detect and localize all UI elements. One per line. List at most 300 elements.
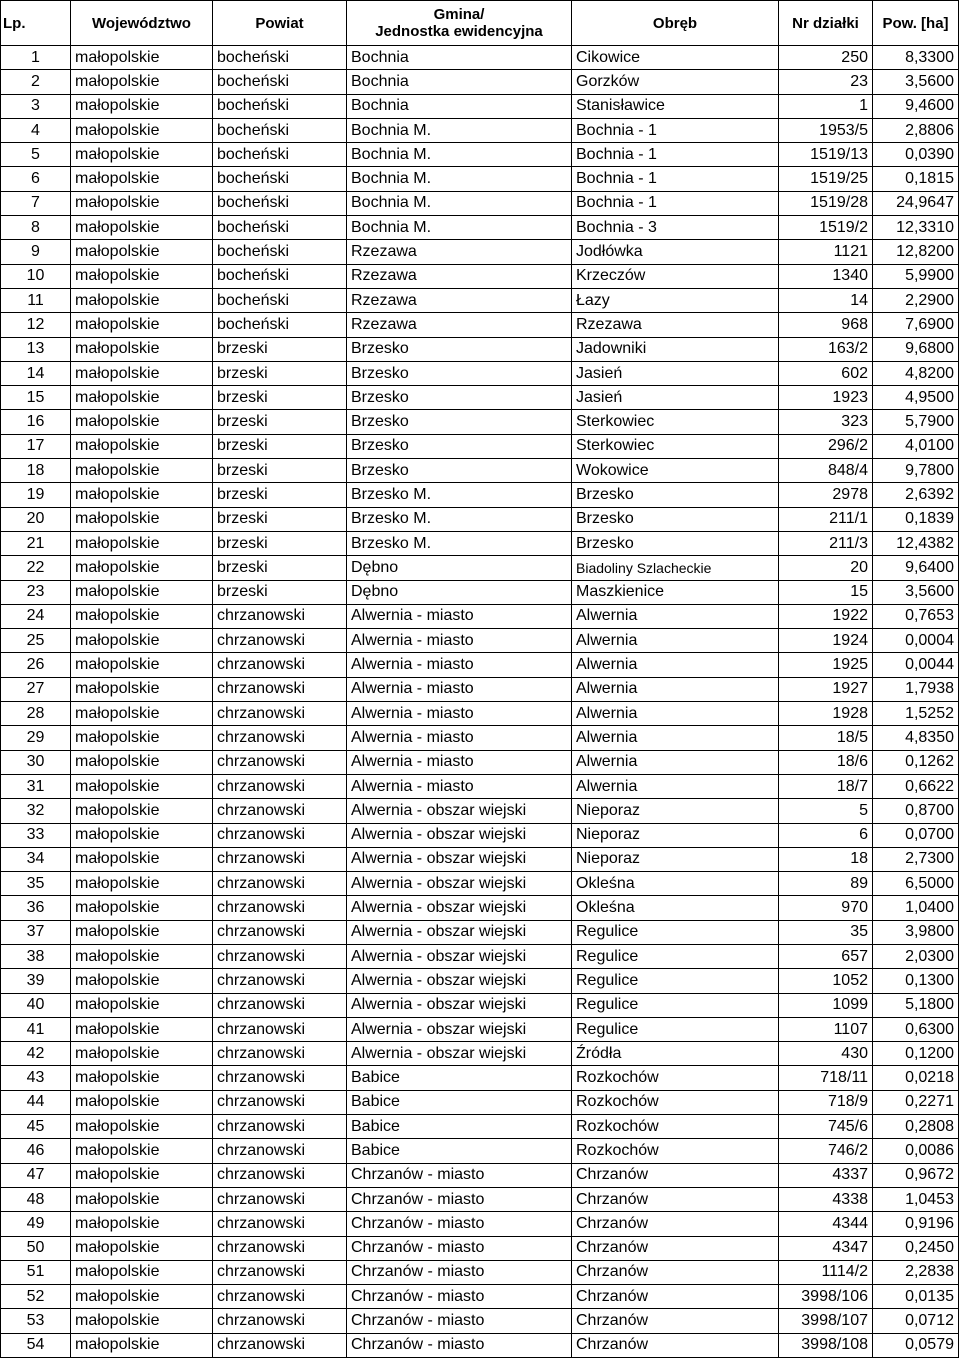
cell-nr-dzialki: 718/9 xyxy=(779,1090,873,1114)
cell-wojewodztwo: małopolskie xyxy=(71,920,213,944)
cell-powiat: brzeski xyxy=(213,337,347,361)
cell-gmina: Brzesko xyxy=(347,459,572,483)
cell-powiat: bocheński xyxy=(213,288,347,312)
cell-lp: 48 xyxy=(1,1187,71,1211)
cell-gmina: Brzesko xyxy=(347,410,572,434)
table-body xyxy=(1,46,959,1358)
cell-lp: 6 xyxy=(1,167,71,191)
table-row xyxy=(1,726,959,750)
cell-gmina: Chrzanów - miasto xyxy=(347,1212,572,1236)
cell-wojewodztwo: małopolskie xyxy=(71,944,213,968)
table-row xyxy=(1,1212,959,1236)
cell-gmina: Rzezawa xyxy=(347,288,572,312)
cell-lp: 41 xyxy=(1,1017,71,1041)
header-gmina-line1: Gmina/ xyxy=(433,6,485,23)
cell-lp: 14 xyxy=(1,361,71,385)
cell-pow: 3,5600 xyxy=(873,580,959,604)
cell-wojewodztwo: małopolskie xyxy=(71,847,213,871)
cell-nr-dzialki: 4337 xyxy=(779,1163,873,1187)
cell-gmina: Chrzanów - miasto xyxy=(347,1309,572,1333)
cell-nr-dzialki: 1922 xyxy=(779,604,873,628)
cell-lp: 24 xyxy=(1,604,71,628)
cell-lp: 30 xyxy=(1,750,71,774)
cell-nr-dzialki: 89 xyxy=(779,872,873,896)
cell-gmina: Bochnia M. xyxy=(347,118,572,142)
cell-nr-dzialki: 970 xyxy=(779,896,873,920)
cell-nr-dzialki: 5 xyxy=(779,799,873,823)
cell-wojewodztwo: małopolskie xyxy=(71,1066,213,1090)
cell-gmina: Chrzanów - miasto xyxy=(347,1236,572,1260)
cell-obreb: Alwernia xyxy=(572,677,779,701)
cell-obreb: Jodłówka xyxy=(572,240,779,264)
cell-nr-dzialki: 1121 xyxy=(779,240,873,264)
cell-pow: 0,1262 xyxy=(873,750,959,774)
cell-obreb: Nieporaz xyxy=(572,799,779,823)
table-row xyxy=(1,434,959,458)
cell-gmina: Alwernia - miasto xyxy=(347,604,572,628)
cell-lp: 47 xyxy=(1,1163,71,1187)
table-row xyxy=(1,750,959,774)
header-wojewodztwo: Województwo xyxy=(71,1,213,46)
table-row xyxy=(1,264,959,288)
cell-nr-dzialki: 1340 xyxy=(779,264,873,288)
cell-gmina: Alwernia - miasto xyxy=(347,774,572,798)
cell-wojewodztwo: małopolskie xyxy=(71,167,213,191)
cell-powiat: chrzanowski xyxy=(213,1212,347,1236)
cell-nr-dzialki: 657 xyxy=(779,944,873,968)
cell-nr-dzialki: 23 xyxy=(779,70,873,94)
cell-pow: 24,9647 xyxy=(873,191,959,215)
cell-nr-dzialki: 163/2 xyxy=(779,337,873,361)
cell-wojewodztwo: małopolskie xyxy=(71,1333,213,1357)
cell-lp: 7 xyxy=(1,191,71,215)
cell-lp: 12 xyxy=(1,313,71,337)
table-row xyxy=(1,774,959,798)
cell-gmina: Brzesko xyxy=(347,361,572,385)
cell-pow: 0,0086 xyxy=(873,1139,959,1163)
cell-pow: 0,8700 xyxy=(873,799,959,823)
table-row xyxy=(1,969,959,993)
cell-pow: 0,0044 xyxy=(873,653,959,677)
cell-pow: 0,0700 xyxy=(873,823,959,847)
cell-obreb: Chrzanów xyxy=(572,1236,779,1260)
cell-obreb: Nieporaz xyxy=(572,847,779,871)
cell-wojewodztwo: małopolskie xyxy=(71,46,213,70)
cell-gmina: Babice xyxy=(347,1115,572,1139)
cell-gmina: Bochnia xyxy=(347,46,572,70)
cell-nr-dzialki: 1519/25 xyxy=(779,167,873,191)
cell-lp: 42 xyxy=(1,1042,71,1066)
cell-nr-dzialki: 968 xyxy=(779,313,873,337)
cell-gmina: Bochnia M. xyxy=(347,216,572,240)
cell-gmina: Bochnia xyxy=(347,70,572,94)
cell-wojewodztwo: małopolskie xyxy=(71,1115,213,1139)
cell-wojewodztwo: małopolskie xyxy=(71,969,213,993)
cell-pow: 9,4600 xyxy=(873,94,959,118)
table-row xyxy=(1,531,959,555)
table-row xyxy=(1,1139,959,1163)
cell-lp: 13 xyxy=(1,337,71,361)
cell-powiat: chrzanowski xyxy=(213,653,347,677)
cell-nr-dzialki: 1 xyxy=(779,94,873,118)
cell-pow: 5,9900 xyxy=(873,264,959,288)
cell-gmina: Alwernia - miasto xyxy=(347,677,572,701)
cell-powiat: brzeski xyxy=(213,483,347,507)
table-row xyxy=(1,483,959,507)
cell-wojewodztwo: małopolskie xyxy=(71,726,213,750)
cell-wojewodztwo: małopolskie xyxy=(71,750,213,774)
cell-lp: 44 xyxy=(1,1090,71,1114)
cell-gmina: Bochnia xyxy=(347,94,572,118)
table-row xyxy=(1,46,959,70)
cell-gmina: Alwernia - miasto xyxy=(347,750,572,774)
cell-obreb: Bochnia - 3 xyxy=(572,216,779,240)
cell-obreb: Gorzków xyxy=(572,70,779,94)
cell-powiat: chrzanowski xyxy=(213,1042,347,1066)
cell-obreb: Jadowniki xyxy=(572,337,779,361)
cell-wojewodztwo: małopolskie xyxy=(71,459,213,483)
cell-obreb: Łazy xyxy=(572,288,779,312)
table-row xyxy=(1,1187,959,1211)
cell-pow: 0,2808 xyxy=(873,1115,959,1139)
table-row xyxy=(1,653,959,677)
cell-obreb: Chrzanów xyxy=(572,1285,779,1309)
cell-gmina: Alwernia - miasto xyxy=(347,726,572,750)
cell-lp: 52 xyxy=(1,1285,71,1309)
cell-gmina: Alwernia - miasto xyxy=(347,653,572,677)
cell-obreb: Chrzanów xyxy=(572,1309,779,1333)
cell-obreb: Rzezawa xyxy=(572,313,779,337)
cell-lp: 50 xyxy=(1,1236,71,1260)
cell-powiat: brzeski xyxy=(213,580,347,604)
cell-wojewodztwo: małopolskie xyxy=(71,70,213,94)
table-row xyxy=(1,847,959,871)
cell-obreb: Bochnia - 1 xyxy=(572,167,779,191)
table-row xyxy=(1,944,959,968)
cell-nr-dzialki: 20 xyxy=(779,556,873,580)
cell-powiat: chrzanowski xyxy=(213,1260,347,1284)
cell-obreb: Jasień xyxy=(572,386,779,410)
cell-powiat: chrzanowski xyxy=(213,774,347,798)
cell-obreb: Okleśna xyxy=(572,872,779,896)
cell-obreb: Alwernia xyxy=(572,604,779,628)
cell-wojewodztwo: małopolskie xyxy=(71,580,213,604)
cell-lp: 35 xyxy=(1,872,71,896)
cell-nr-dzialki: 3998/108 xyxy=(779,1333,873,1357)
cell-pow: 6,5000 xyxy=(873,872,959,896)
table-row xyxy=(1,386,959,410)
cell-obreb: Okleśna xyxy=(572,896,779,920)
cell-wojewodztwo: małopolskie xyxy=(71,702,213,726)
cell-gmina: Dębno xyxy=(347,580,572,604)
cell-lp: 19 xyxy=(1,483,71,507)
cell-wojewodztwo: małopolskie xyxy=(71,1236,213,1260)
table-row xyxy=(1,896,959,920)
cell-pow: 0,2271 xyxy=(873,1090,959,1114)
cell-pow: 2,8806 xyxy=(873,118,959,142)
cell-nr-dzialki: 18 xyxy=(779,847,873,871)
cell-powiat: bocheński xyxy=(213,46,347,70)
cell-lp: 20 xyxy=(1,507,71,531)
cell-obreb: Regulice xyxy=(572,920,779,944)
cell-gmina: Babice xyxy=(347,1066,572,1090)
cell-pow: 0,1200 xyxy=(873,1042,959,1066)
cell-obreb: Biadoliny Szlacheckie xyxy=(572,556,779,580)
cell-pow: 0,0004 xyxy=(873,629,959,653)
table-row xyxy=(1,920,959,944)
cell-powiat: chrzanowski xyxy=(213,872,347,896)
cell-nr-dzialki: 211/1 xyxy=(779,507,873,531)
cell-nr-dzialki: 18/7 xyxy=(779,774,873,798)
cell-nr-dzialki: 745/6 xyxy=(779,1115,873,1139)
cell-powiat: bocheński xyxy=(213,94,347,118)
cell-lp: 5 xyxy=(1,143,71,167)
cell-powiat: brzeski xyxy=(213,459,347,483)
cell-pow: 4,0100 xyxy=(873,434,959,458)
cell-lp: 51 xyxy=(1,1260,71,1284)
cell-obreb: Sterkowiec xyxy=(572,410,779,434)
cell-lp: 39 xyxy=(1,969,71,993)
cell-wojewodztwo: małopolskie xyxy=(71,604,213,628)
cell-obreb: Regulice xyxy=(572,944,779,968)
table-row xyxy=(1,1333,959,1357)
cell-gmina: Rzezawa xyxy=(347,240,572,264)
cell-nr-dzialki: 746/2 xyxy=(779,1139,873,1163)
table-row xyxy=(1,459,959,483)
table-row xyxy=(1,313,959,337)
cell-lp: 15 xyxy=(1,386,71,410)
cell-gmina: Rzezawa xyxy=(347,313,572,337)
cell-pow: 12,8200 xyxy=(873,240,959,264)
cell-pow: 0,6622 xyxy=(873,774,959,798)
cell-powiat: chrzanowski xyxy=(213,823,347,847)
cell-gmina: Babice xyxy=(347,1090,572,1114)
cell-obreb: Wokowice xyxy=(572,459,779,483)
cell-pow: 2,6392 xyxy=(873,483,959,507)
cell-powiat: brzeski xyxy=(213,507,347,531)
table-row xyxy=(1,993,959,1017)
cell-gmina: Chrzanów - miasto xyxy=(347,1187,572,1211)
cell-wojewodztwo: małopolskie xyxy=(71,872,213,896)
cell-wojewodztwo: małopolskie xyxy=(71,216,213,240)
cell-nr-dzialki: 1519/2 xyxy=(779,216,873,240)
cell-powiat: bocheński xyxy=(213,216,347,240)
cell-wojewodztwo: małopolskie xyxy=(71,774,213,798)
header-pow: Pow. [ha] xyxy=(873,1,959,46)
cell-obreb: Alwernia xyxy=(572,750,779,774)
cell-wojewodztwo: małopolskie xyxy=(71,434,213,458)
cell-nr-dzialki: 18/6 xyxy=(779,750,873,774)
table-row xyxy=(1,823,959,847)
cell-lp: 21 xyxy=(1,531,71,555)
cell-pow: 4,8350 xyxy=(873,726,959,750)
cell-powiat: bocheński xyxy=(213,70,347,94)
cell-pow: 1,0400 xyxy=(873,896,959,920)
table-row xyxy=(1,1090,959,1114)
cell-pow: 0,0390 xyxy=(873,143,959,167)
cell-gmina: Alwernia - obszar wiejski xyxy=(347,896,572,920)
cell-nr-dzialki: 323 xyxy=(779,410,873,434)
cell-nr-dzialki: 1928 xyxy=(779,702,873,726)
cell-obreb: Brzesko xyxy=(572,507,779,531)
cell-gmina: Alwernia - miasto xyxy=(347,702,572,726)
cell-obreb: Krzeczów xyxy=(572,264,779,288)
cell-pow: 9,7800 xyxy=(873,459,959,483)
cell-pow: 0,2450 xyxy=(873,1236,959,1260)
cell-pow: 0,0579 xyxy=(873,1333,959,1357)
cell-gmina: Chrzanów - miasto xyxy=(347,1285,572,1309)
cell-wojewodztwo: małopolskie xyxy=(71,1260,213,1284)
cell-pow: 2,2900 xyxy=(873,288,959,312)
cell-powiat: bocheński xyxy=(213,240,347,264)
header-lp: Lp. xyxy=(1,1,71,46)
cell-powiat: chrzanowski xyxy=(213,702,347,726)
cell-wojewodztwo: małopolskie xyxy=(71,1212,213,1236)
cell-gmina: Alwernia - obszar wiejski xyxy=(347,799,572,823)
cell-lp: 4 xyxy=(1,118,71,142)
table-row xyxy=(1,604,959,628)
cell-nr-dzialki: 718/11 xyxy=(779,1066,873,1090)
cell-wojewodztwo: małopolskie xyxy=(71,1285,213,1309)
cell-wojewodztwo: małopolskie xyxy=(71,1163,213,1187)
cell-powiat: chrzanowski xyxy=(213,896,347,920)
table-row xyxy=(1,629,959,653)
cell-nr-dzialki: 18/5 xyxy=(779,726,873,750)
cell-obreb: Alwernia xyxy=(572,726,779,750)
cell-nr-dzialki: 1052 xyxy=(779,969,873,993)
cell-powiat: brzeski xyxy=(213,556,347,580)
cell-pow: 0,9672 xyxy=(873,1163,959,1187)
cell-wojewodztwo: małopolskie xyxy=(71,653,213,677)
cell-gmina: Babice xyxy=(347,1139,572,1163)
cell-lp: 23 xyxy=(1,580,71,604)
cell-obreb: Chrzanów xyxy=(572,1212,779,1236)
cell-pow: 1,5252 xyxy=(873,702,959,726)
cell-powiat: bocheński xyxy=(213,313,347,337)
cell-lp: 25 xyxy=(1,629,71,653)
cell-pow: 8,3300 xyxy=(873,46,959,70)
cell-nr-dzialki: 1927 xyxy=(779,677,873,701)
table-row xyxy=(1,288,959,312)
cell-powiat: chrzanowski xyxy=(213,847,347,871)
cell-gmina: Alwernia - obszar wiejski xyxy=(347,847,572,871)
cell-powiat: bocheński xyxy=(213,167,347,191)
cell-obreb: Rozkochów xyxy=(572,1090,779,1114)
cell-wojewodztwo: małopolskie xyxy=(71,386,213,410)
cell-pow: 5,7900 xyxy=(873,410,959,434)
cell-powiat: chrzanowski xyxy=(213,1066,347,1090)
table-row xyxy=(1,361,959,385)
cell-pow: 4,9500 xyxy=(873,386,959,410)
cell-gmina: Alwernia - obszar wiejski xyxy=(347,1017,572,1041)
table-row xyxy=(1,1236,959,1260)
cell-pow: 0,6300 xyxy=(873,1017,959,1041)
cell-wojewodztwo: małopolskie xyxy=(71,118,213,142)
cell-gmina: Brzesko M. xyxy=(347,483,572,507)
table-row xyxy=(1,1163,959,1187)
cell-pow: 2,2838 xyxy=(873,1260,959,1284)
cell-powiat: chrzanowski xyxy=(213,1163,347,1187)
cell-powiat: chrzanowski xyxy=(213,969,347,993)
table-row xyxy=(1,799,959,823)
cell-pow: 5,1800 xyxy=(873,993,959,1017)
cell-pow: 0,7653 xyxy=(873,604,959,628)
cell-gmina: Alwernia - obszar wiejski xyxy=(347,823,572,847)
cell-wojewodztwo: małopolskie xyxy=(71,629,213,653)
cell-lp: 16 xyxy=(1,410,71,434)
cell-obreb: Chrzanów xyxy=(572,1163,779,1187)
cell-gmina: Dębno xyxy=(347,556,572,580)
cell-obreb: Chrzanów xyxy=(572,1260,779,1284)
cell-nr-dzialki: 1925 xyxy=(779,653,873,677)
table-row xyxy=(1,337,959,361)
table-row xyxy=(1,240,959,264)
cell-pow: 1,7938 xyxy=(873,677,959,701)
cell-obreb: Alwernia xyxy=(572,774,779,798)
cell-powiat: chrzanowski xyxy=(213,799,347,823)
cell-lp: 33 xyxy=(1,823,71,847)
cell-lp: 28 xyxy=(1,702,71,726)
table-row xyxy=(1,143,959,167)
cell-pow: 0,0712 xyxy=(873,1309,959,1333)
cell-powiat: chrzanowski xyxy=(213,1115,347,1139)
cell-wojewodztwo: małopolskie xyxy=(71,483,213,507)
header-row xyxy=(1,1,959,46)
cell-wojewodztwo: małopolskie xyxy=(71,556,213,580)
cell-gmina: Alwernia - obszar wiejski xyxy=(347,944,572,968)
cell-nr-dzialki: 211/3 xyxy=(779,531,873,555)
cell-obreb: Alwernia xyxy=(572,653,779,677)
table-row xyxy=(1,1017,959,1041)
cell-pow: 0,1815 xyxy=(873,167,959,191)
cell-nr-dzialki: 3998/106 xyxy=(779,1285,873,1309)
cell-lp: 46 xyxy=(1,1139,71,1163)
cell-lp: 38 xyxy=(1,944,71,968)
cell-obreb: Rozkochów xyxy=(572,1139,779,1163)
cell-gmina: Bochnia M. xyxy=(347,191,572,215)
cell-pow: 12,3310 xyxy=(873,216,959,240)
cell-gmina: Brzesko xyxy=(347,434,572,458)
cell-powiat: brzeski xyxy=(213,410,347,434)
cell-lp: 45 xyxy=(1,1115,71,1139)
cell-lp: 29 xyxy=(1,726,71,750)
cell-nr-dzialki: 4344 xyxy=(779,1212,873,1236)
cell-lp: 22 xyxy=(1,556,71,580)
cell-pow: 2,0300 xyxy=(873,944,959,968)
cell-powiat: chrzanowski xyxy=(213,750,347,774)
cell-powiat: chrzanowski xyxy=(213,1017,347,1041)
cell-wojewodztwo: małopolskie xyxy=(71,191,213,215)
cell-gmina: Bochnia M. xyxy=(347,143,572,167)
cell-powiat: chrzanowski xyxy=(213,1285,347,1309)
cell-lp: 27 xyxy=(1,677,71,701)
cell-pow: 0,0218 xyxy=(873,1066,959,1090)
cell-pow: 1,0453 xyxy=(873,1187,959,1211)
cell-wojewodztwo: małopolskie xyxy=(71,264,213,288)
cell-powiat: bocheński xyxy=(213,191,347,215)
table-row xyxy=(1,507,959,531)
table-row xyxy=(1,677,959,701)
cell-wojewodztwo: małopolskie xyxy=(71,896,213,920)
table-row xyxy=(1,556,959,580)
table-row xyxy=(1,1260,959,1284)
table-row xyxy=(1,410,959,434)
cell-wojewodztwo: małopolskie xyxy=(71,313,213,337)
cell-pow: 0,1839 xyxy=(873,507,959,531)
cell-lp: 53 xyxy=(1,1309,71,1333)
cell-lp: 11 xyxy=(1,288,71,312)
cell-gmina: Chrzanów - miasto xyxy=(347,1260,572,1284)
